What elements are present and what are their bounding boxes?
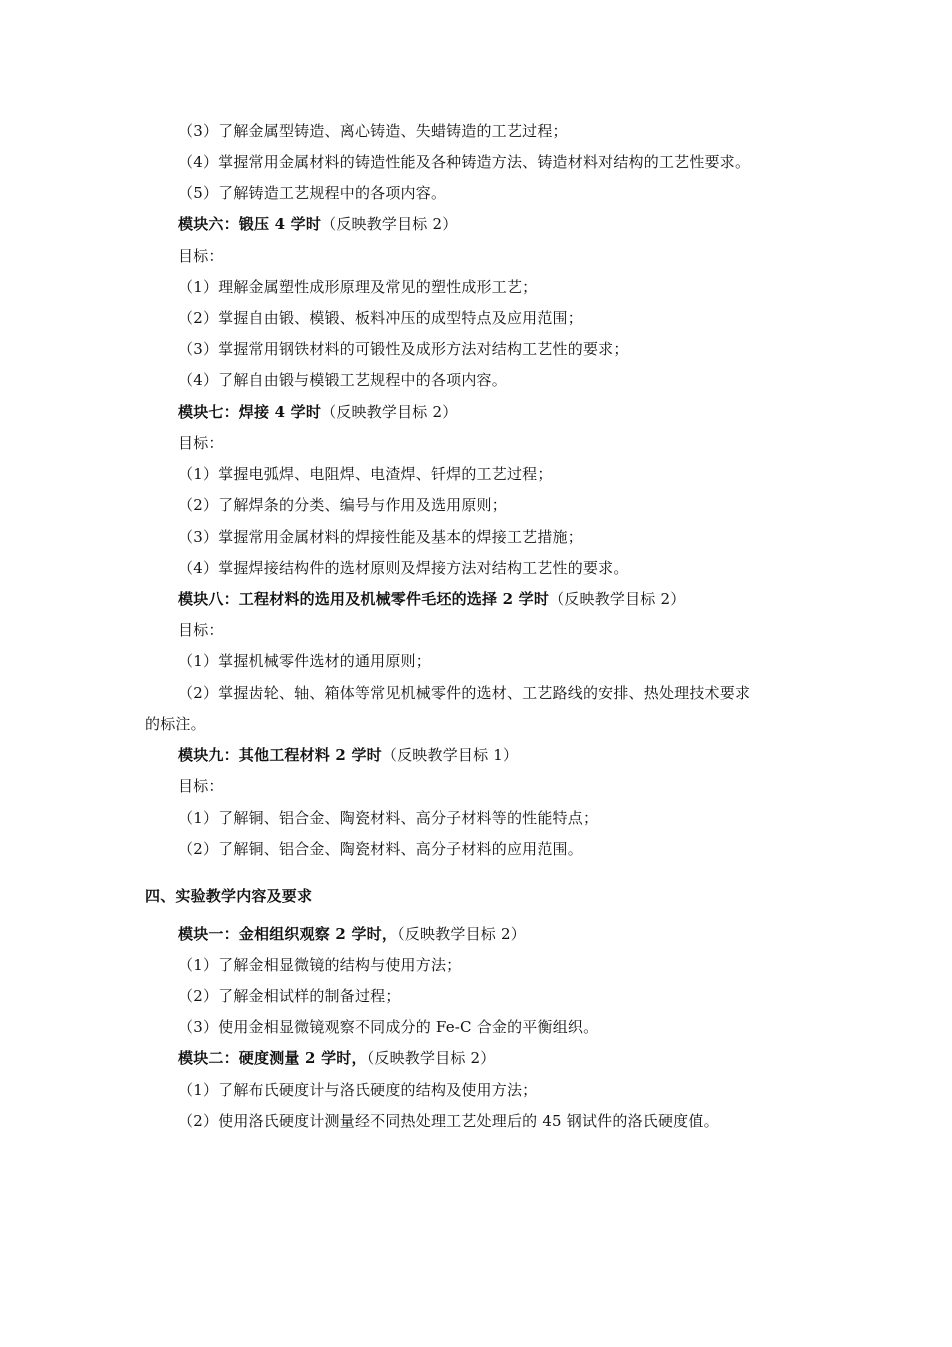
module6-note: （反映教学目标 2） <box>321 215 458 233</box>
module7-item-2: （2）了解焊条的分类、编号与作用及选用原则； <box>178 496 507 514</box>
module6-item-1: （1）理解金属塑性成形原理及常见的塑性成形工艺； <box>178 278 538 296</box>
module6-item-2: （2）掌握自由锻、模锻、板料冲压的成型特点及应用范围； <box>178 309 583 327</box>
casting-item-4: （4）掌握常用金属材料的铸造性能及各种铸造方法、铸造材料对结构的工艺性要求。 <box>178 153 751 171</box>
module6-heading <box>178 214 457 234</box>
module8-item-2-line2: 的标注。 <box>145 715 206 733</box>
casting-item-5: （5）了解铸造工艺规程中的各项内容。 <box>178 184 447 202</box>
module7-item-1: （1）掌握电弧焊、电阻焊、电渣焊、钎焊的工艺过程； <box>178 465 553 483</box>
section4-heading: 四、实验教学内容及要求 <box>145 887 313 905</box>
module6-goal-label: 目标： <box>178 247 224 265</box>
module7-title: 模块七：焊接 4 学时 <box>178 403 322 421</box>
casting-item-3: （3）了解金属型铸造、离心铸造、失蜡铸造的工艺过程； <box>178 122 568 140</box>
module7-item-3: （3）掌握常用金属材料的焊接性能及基本的焊接工艺措施； <box>178 528 583 546</box>
lab2-title: 模块二：硬度测量 2 学时， <box>178 1049 367 1067</box>
module8-item-1: （1）掌握机械零件选材的通用原则； <box>178 652 431 670</box>
lab1-item-3: （3）使用金相显微镜观察不同成分的 Fe-C 合金的平衡组织。 <box>178 1018 599 1036</box>
module6-item-4: （4）了解自由锻与模锻工艺规程中的各项内容。 <box>178 371 507 389</box>
lab1-heading <box>178 924 526 944</box>
lab2-item-1: （1）了解布氏硬度计与洛氏硬度的结构及使用方法； <box>178 1081 538 1099</box>
module9-title: 模块九：其他工程材料 2 学时 <box>178 746 382 764</box>
module9-goal-label: 目标： <box>178 777 224 795</box>
module9-item-2: （2）了解铜、铝合金、陶瓷材料、高分子材料的应用范围。 <box>178 840 583 858</box>
module8-note: （反映教学目标 2） <box>549 590 686 608</box>
module6-title: 模块六：锻压 4 学时 <box>178 215 322 233</box>
module7-item-4: （4）掌握焊接结构件的选材原则及焊接方法对结构工艺性的要求。 <box>178 559 629 577</box>
lab1-item-2: （2）了解金相试样的制备过程； <box>178 987 401 1005</box>
module8-goal-label: 目标： <box>178 621 224 639</box>
module7-goal-label: 目标： <box>178 434 224 452</box>
module9-heading <box>178 745 518 765</box>
lab2-item-2: （2）使用洛氏硬度计测量经不同热处理工艺处理后的 45 钢试件的洛氏硬度值。 <box>178 1112 719 1130</box>
module7-note: （反映教学目标 2） <box>321 403 458 421</box>
lab2-note: （反映教学目标 2） <box>366 1049 496 1067</box>
lab1-title: 模块一：金相组织观察 2 学时， <box>178 925 398 943</box>
module9-item-1: （1）了解铜、铝合金、陶瓷材料、高分子材料等的性能特点； <box>178 809 599 827</box>
lab2-heading <box>178 1048 496 1068</box>
module9-note: （反映教学目标 1） <box>381 746 519 764</box>
module7-heading <box>178 402 457 422</box>
module8-title: 模块八：工程材料的选用及机械零件毛坯的选择 2 学时 <box>178 590 550 608</box>
module8-item-2-line1: （2）掌握齿轮、轴、箱体等常见机械零件的选材、工艺路线的安排、热处理技术要求 <box>178 684 751 702</box>
lab1-item-1: （1）了解金相显微镜的结构与使用方法； <box>178 956 462 974</box>
module8-heading <box>178 589 685 609</box>
module6-item-3: （3）掌握常用钢铁材料的可锻性及成形方法对结构工艺性的要求； <box>178 340 629 358</box>
lab1-note: （反映教学目标 2） <box>397 925 526 943</box>
